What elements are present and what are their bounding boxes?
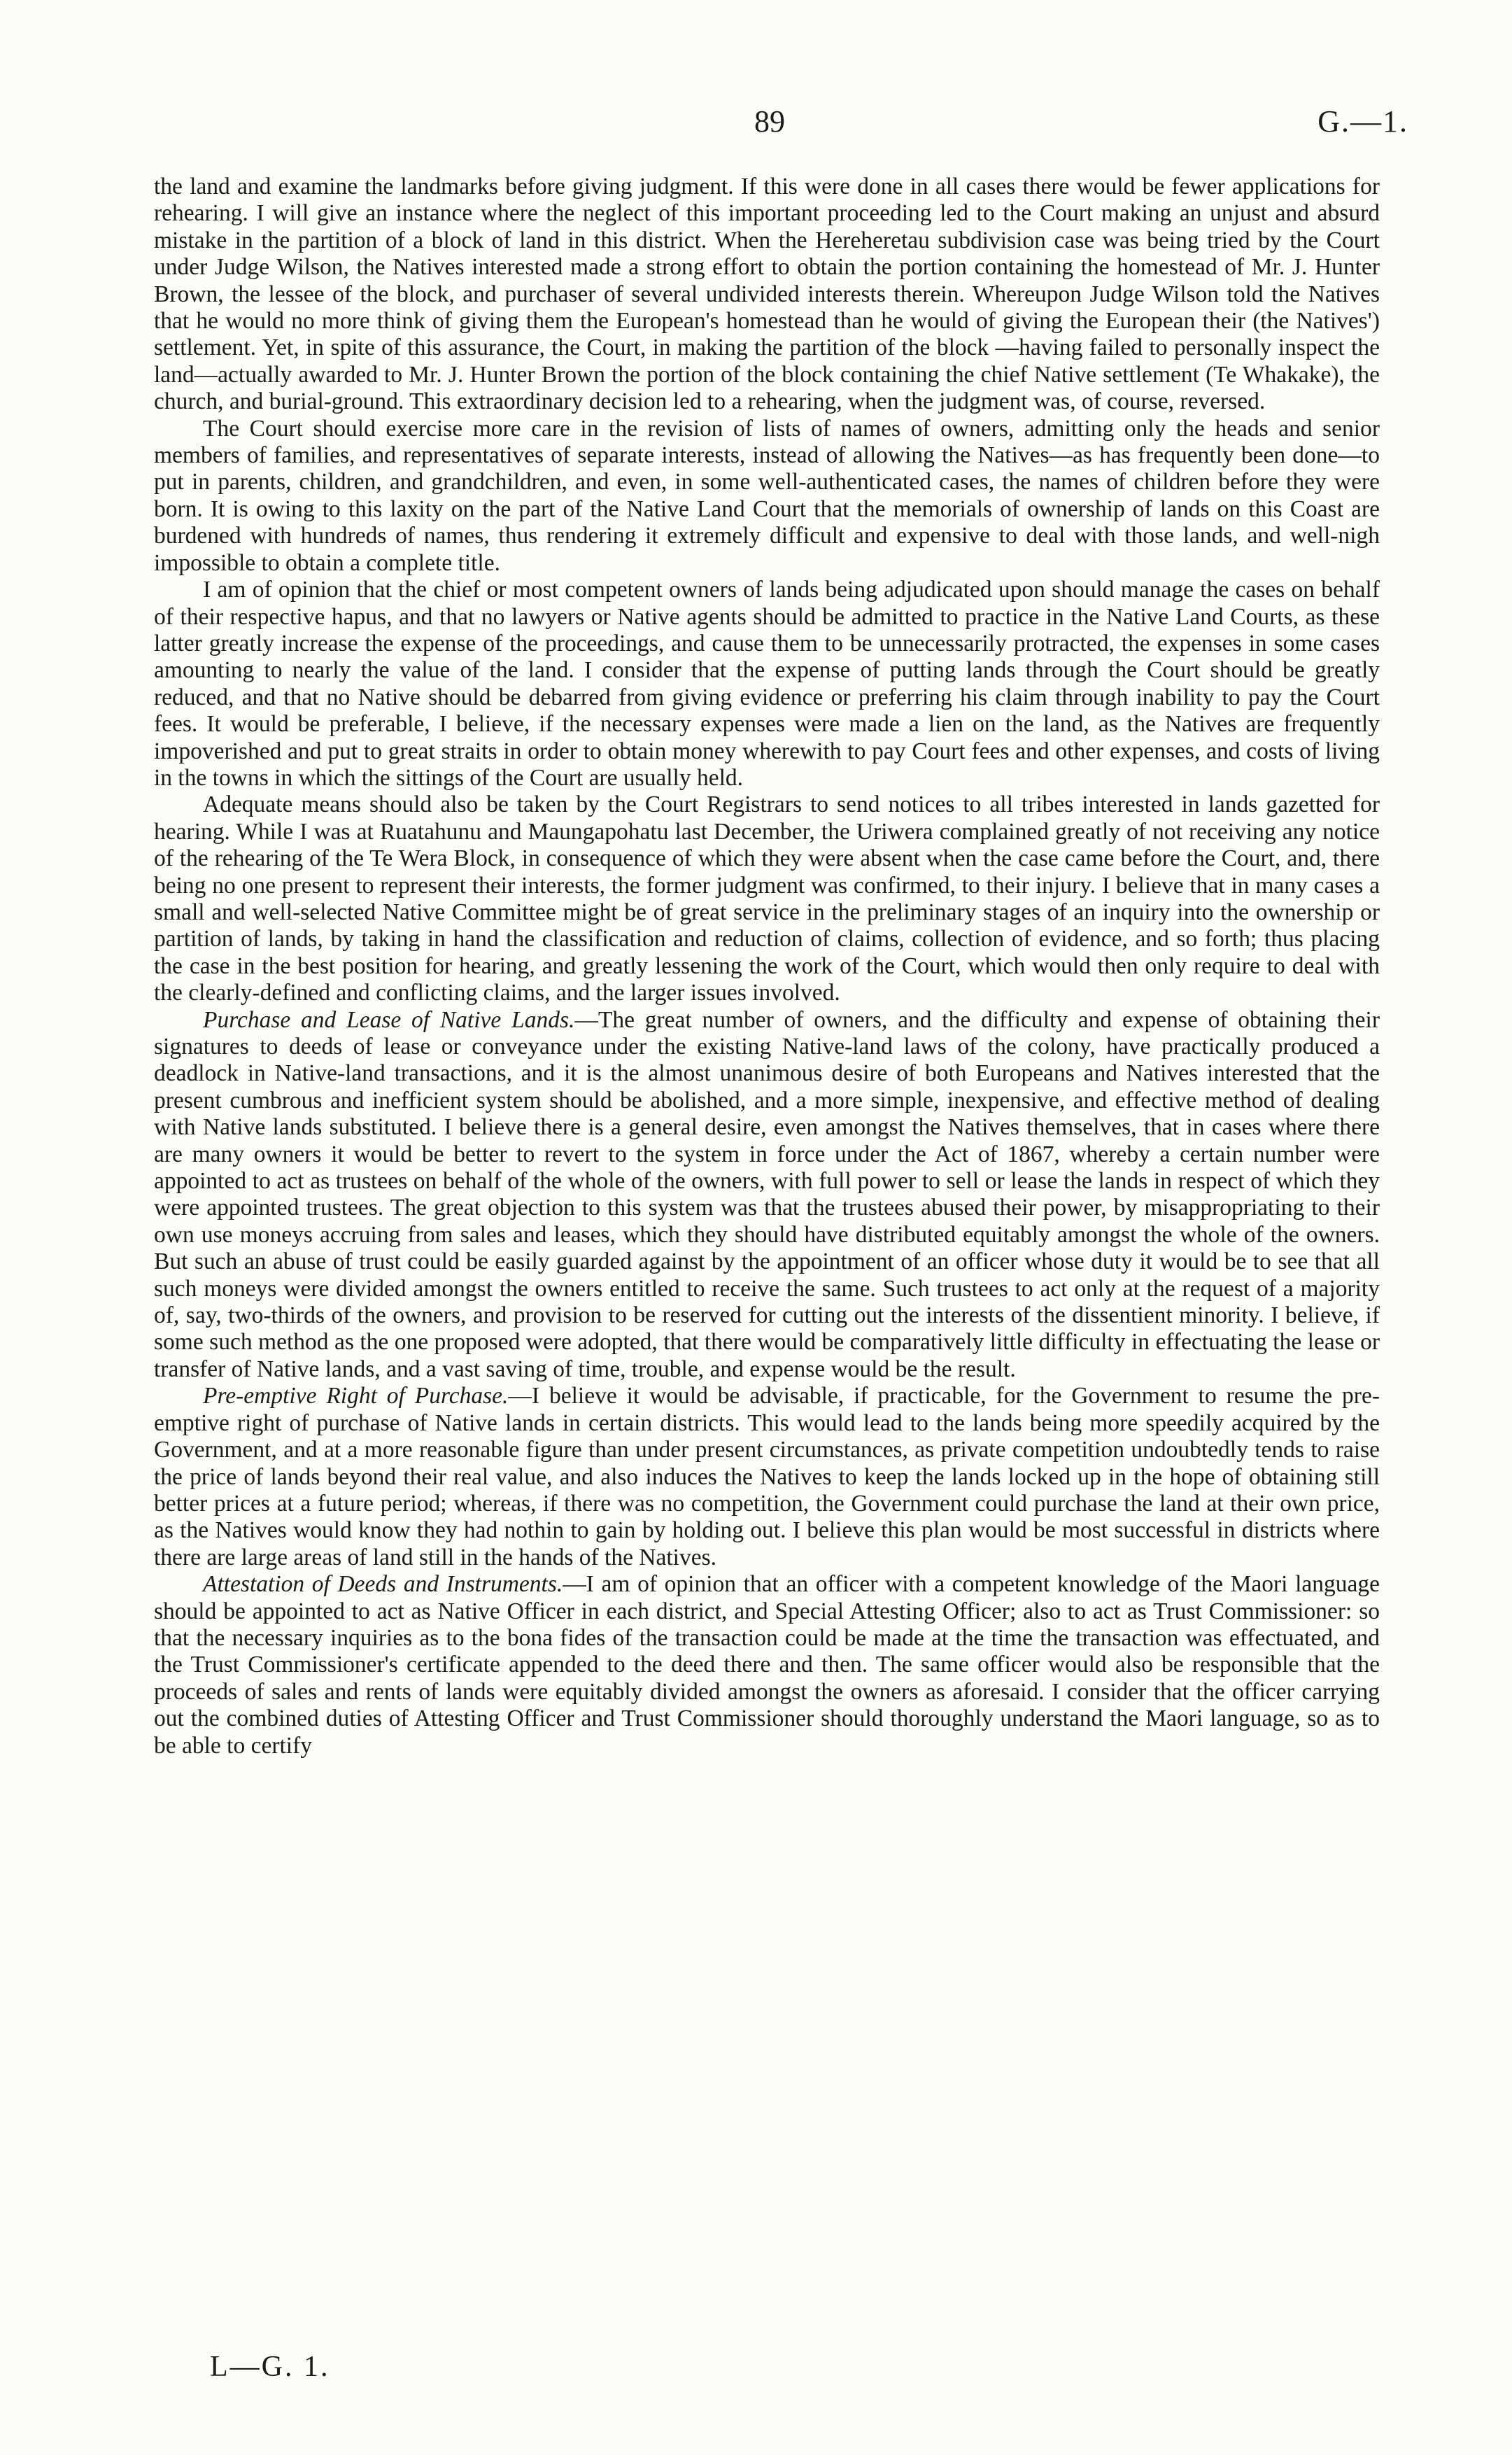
- paragraph-text: —I am of opinion that an officer with a competent knowledge of the Maori language should be appointed to act as Native Officer in each district, and Special Attesting Officer; also to act as Trust Commissioner: so that the necessary inquiries as to the bona fides of the transaction could be made at the time the transaction was effectuated, and the Trust Commissioner's certificate appended to the deed there and then. The same officer would also be responsible that the proceeds of sales and rents of lands were equitably divided amongst the owners as aforesaid. I consider that the officer carrying out the combined duties of Attesting Officer and Trust Commissioner should thoroughly understand the Maori language, so as to be able to certify: [154, 1571, 1380, 1759]
- page-header: [0, 104, 1512, 146]
- body-text: [154, 174, 1380, 1759]
- paragraph: [154, 1007, 1380, 1384]
- paragraph: [154, 1571, 1380, 1759]
- paragraph-text: The Court should exercise more care in the revision of lists of names of owners, admitting only the heads and senior members of families, and representatives of separate interests, instead of allowing the Natives—as has frequently been done—to put in parents, children, and grandchildren, and even, in some well-authenticated cases, the names of children before they were born. It is owing to this laxity on the part of the Native Land Court that the memorials of ownership of lands on this Coast are burdened with hundreds of names, thus rendering it extremely difficult and expensive to deal with those lands, and well-nigh impossible to obtain a complete title.: [154, 415, 1380, 576]
- section-heading: Attestation of Deeds and Instruments.: [203, 1571, 563, 1598]
- paragraph: [154, 174, 1380, 416]
- section-heading: Purchase and Lease of Native Lands.: [203, 1006, 575, 1033]
- paragraph: [154, 416, 1380, 577]
- document-reference: G.—1.: [1317, 104, 1408, 139]
- paragraph-text: the land and examine the landmarks before giving judgment. If this were done in all cases there would be fewer applications for rehearing. I will give an instance where the neglect of this important proceeding led to the Court making an unjust and absurd mistake in the partition of a block of land in this district. When the Hereheretau subdivision case was being tried by the Court under Judge Wilson, the Natives interested made a strong effort to obtain the portion containing the homestead of Mr. J. Hunter Brown, the lessee of the block, and purchaser of several undivided interests therein. Whereupon Judge Wilson told the Natives that he would no more think of giving them the European's homestead than he would of giving the European their (the Natives') settlement. Yet, in spite of this assurance, the Court, in making the partition of the block —having failed to personally inspect the land—actually awarded to Mr. J. Hunter Brown the portion of the block containing the chief Native settlement (Te Whakake), the church, and burial-ground. This extraordinary decision led to a rehearing, when the judgment was, of course, reversed.: [154, 174, 1380, 415]
- paragraph-text: —The great number of owners, and the difficulty and expense of obtaining their signatures to deeds of lease or conveyance under the existing Native-land laws of the colony, have practically produced a deadlock in Native-land transactions, and it is the almost unanimous desire of both Europeans and Natives interested that the present cumbrous and inefficient system should be abolished, and a more simple, inexpensive, and effective method of dealing with Native lands substituted. I believe there is a general desire, even amongst the Natives themselves, that in cases where there are many owners it would be better to revert to the system in force under the Act of 1867, whereby a certain number were appointed to act as trustees on behalf of the whole of the owners, with full power to sell or lease the lands in respect of which they were appointed trustees. The great objection to this system was that the trustees abused their power, by misappropriating to their own use moneys accruing from sales and leases, which they should have distributed equitably amongst the whole of the owners. But such an abuse of trust could be easily guarded against by the appointment of an officer whose duty it would be to see that all such moneys were divided amongst the owners entitled to receive the same. Such trustees to act only at the request of a majority of, say, two-thirds of the owners, and provision to be reserved for cutting out the interests of the dissentient minority. I believe, if some such method as the one proposed were adopted, that there would be comparatively little difficulty in effectuating the lease or transfer of Native lands, and a vast saving of time, trouble, and expense would be the result.: [154, 1006, 1380, 1382]
- paragraph-text: I am of opinion that the chief or most competent owners of lands being adjudicated upon should manage the cases on behalf of their respective hapus, and that no lawyers or Native agents should be admitted to practice in the Native Land Courts, as these latter greatly increase the expense of the proceedings, and cause them to be unnecessarily protracted, the expenses in some cases amounting to nearly the value of the land. I consider that the expense of putting lands through the Court should be greatly reduced, and that no Native should be debarred from giving evidence or preferring his claim through inability to pay the Court fees. It would be preferable, I believe, if the necessary expenses were made a lien on the land, as the Natives are frequently impoverished and put to great straits in order to obtain money wherewith to pay Court fees and other expenses, and costs of living in the towns in which the sittings of the Court are usually held.: [154, 577, 1380, 791]
- section-heading: Pre-emptive Right of Purchase.: [203, 1383, 509, 1409]
- page-number: 89: [754, 104, 785, 139]
- paragraph: [154, 577, 1380, 792]
- paragraph: [154, 792, 1380, 1006]
- paragraph-text: Adequate means should also be taken by the Court Registrars to send notices to all tribes interested in lands gazetted for hearing. While I was at Ruatahunu and Maungapohatu last December, the Uriwera complained greatly of not receiving any notice of the rehearing of the Te Wera Block, in consequence of which they were absent when the case came before the Court, and, there being no one present to represent their interests, the former judgment was confirmed, to their injury. I believe that in many cases a small and well-selected Native Committee might be of great service in the preliminary stages of an inquiry into the ownership or partition of lands, by taking in hand the classification and reduction of claims, collection of evidence, and so forth; thus placing the case in the best position for hearing, and greatly lessening the work of the Court, which would then only require to deal with the clearly-defined and conflicting claims, and the larger issues involved.: [154, 792, 1380, 1006]
- signature-mark: L—G. 1.: [210, 2351, 330, 2383]
- paragraph: [154, 1383, 1380, 1571]
- paragraph-text: —I believe it would be advisable, if practicable, for the Government to resume the pre-emptive right of purchase of Native lands in certain districts. This would lead to the lands being more speedily acquired by the Government, and at a more reasonable figure than under present circumstances, as private competition undoubtedly tends to raise the price of lands beyond their real value, and also induces the Natives to keep the lands locked up in the hope of obtaining still better prices at a future period; whereas, if there was no competition, the Government could purchase the land at their own price, as the Natives would know they had nothin to gain by holding out. I believe this plan would be most successful in districts where there are large areas of land still in the hands of the Natives.: [154, 1383, 1380, 1570]
